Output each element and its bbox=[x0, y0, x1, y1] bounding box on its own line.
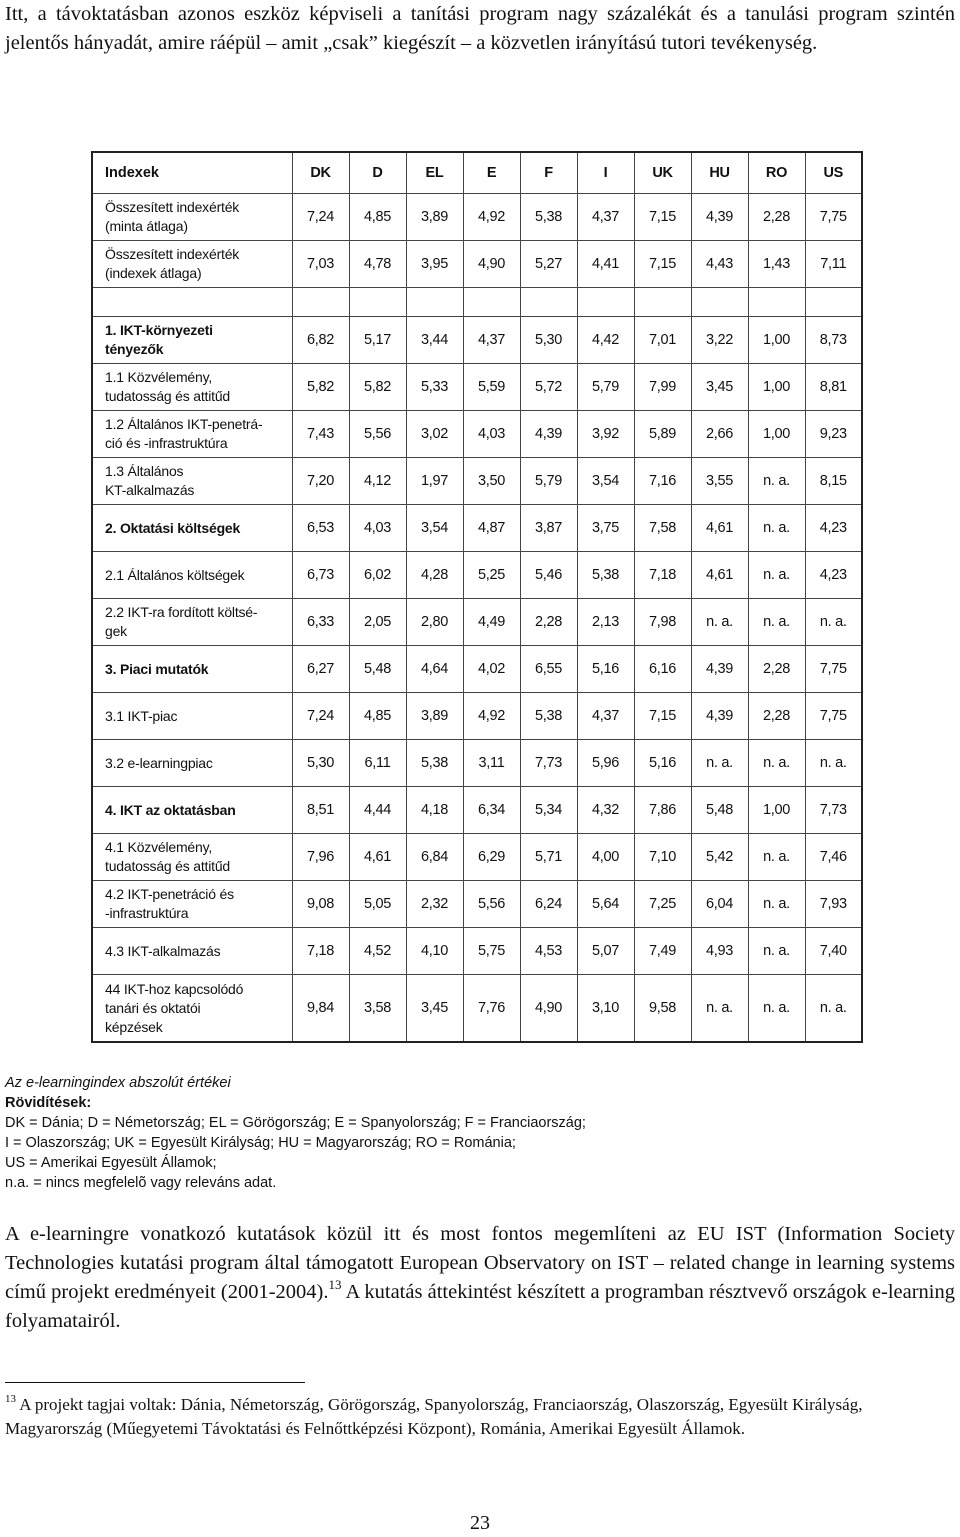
value-cell: 6,27 bbox=[292, 646, 349, 693]
table-row bbox=[92, 787, 862, 834]
value-cell: 7,15 bbox=[634, 693, 691, 740]
value-cell: 3,54 bbox=[406, 505, 463, 552]
elearning-index-table bbox=[91, 151, 863, 1043]
value-cell: 7,20 bbox=[292, 458, 349, 505]
spacer-cell bbox=[691, 288, 748, 317]
body-text-after: A kutatás áttekintést készített a programban résztvevő országok e-learning folyamatairól. bbox=[5, 1281, 955, 1332]
row-label bbox=[92, 599, 292, 646]
value-cell: 4,52 bbox=[349, 928, 406, 975]
value-cell: 7,75 bbox=[805, 646, 862, 693]
value-cell: n. a. bbox=[748, 458, 805, 505]
value-cell: 4,90 bbox=[463, 241, 520, 288]
value-cell: 9,23 bbox=[805, 411, 862, 458]
value-cell: 3,55 bbox=[691, 458, 748, 505]
spacer-cell bbox=[520, 288, 577, 317]
value-cell: 7,93 bbox=[805, 881, 862, 928]
value-cell: 5,16 bbox=[577, 646, 634, 693]
value-cell: 4,61 bbox=[349, 834, 406, 881]
spacer-cell bbox=[349, 288, 406, 317]
row-label bbox=[92, 552, 292, 599]
spacer-cell bbox=[463, 288, 520, 317]
value-cell: 7,75 bbox=[805, 693, 862, 740]
row-label-line: 4. IKT az oktatásban bbox=[105, 801, 236, 818]
value-cell: 6,34 bbox=[463, 787, 520, 834]
value-cell: 1,97 bbox=[406, 458, 463, 505]
value-cell: 5,82 bbox=[349, 364, 406, 411]
value-cell: 5,38 bbox=[577, 552, 634, 599]
value-cell: 4,02 bbox=[463, 646, 520, 693]
value-cell: 6,24 bbox=[520, 881, 577, 928]
value-cell: 4,92 bbox=[463, 194, 520, 241]
value-cell: 6,53 bbox=[292, 505, 349, 552]
value-cell: 6,55 bbox=[520, 646, 577, 693]
value-cell: n. a. bbox=[691, 975, 748, 1043]
row-label bbox=[92, 646, 292, 693]
value-cell: 4,12 bbox=[349, 458, 406, 505]
value-cell: 7,15 bbox=[634, 194, 691, 241]
value-cell: 1,00 bbox=[748, 364, 805, 411]
row-label-line: 44 IKT-hoz kapcsolódó bbox=[105, 980, 244, 997]
value-cell: 5,82 bbox=[292, 364, 349, 411]
row-label-line: 1.1 Közvélemény, bbox=[105, 369, 213, 385]
value-cell: 1,00 bbox=[748, 317, 805, 364]
value-cell: 4,03 bbox=[463, 411, 520, 458]
table-row bbox=[92, 317, 862, 364]
value-cell: 5,17 bbox=[349, 317, 406, 364]
table-row bbox=[92, 458, 862, 505]
value-cell: 2,80 bbox=[406, 599, 463, 646]
value-cell: 7,73 bbox=[805, 787, 862, 834]
value-cell: 1,00 bbox=[748, 411, 805, 458]
row-label-line: 1.3 Általános bbox=[105, 463, 184, 479]
abbreviation-line: DK = Dánia; D = Németország; EL = Görögország; E = Spanyolország; F = Franciaország; bbox=[5, 1115, 586, 1131]
value-cell: 8,15 bbox=[805, 458, 862, 505]
value-cell: n. a. bbox=[748, 928, 805, 975]
value-cell: 8,73 bbox=[805, 317, 862, 364]
row-label-line: 2.1 Általános költségek bbox=[105, 566, 245, 583]
value-cell: 6,02 bbox=[349, 552, 406, 599]
value-cell: 2,28 bbox=[748, 646, 805, 693]
value-cell: 4,42 bbox=[577, 317, 634, 364]
value-cell: 4,53 bbox=[520, 928, 577, 975]
value-cell: 2,05 bbox=[349, 599, 406, 646]
row-label-line: KT-alkalmazás bbox=[105, 482, 195, 498]
table-row bbox=[92, 194, 862, 241]
value-cell: 3,87 bbox=[520, 505, 577, 552]
body-paragraph bbox=[5, 1220, 955, 1336]
value-cell: 4,49 bbox=[463, 599, 520, 646]
row-label bbox=[92, 928, 292, 975]
value-cell: 7,75 bbox=[805, 194, 862, 241]
header-cell-el: EL bbox=[406, 152, 463, 194]
abbreviation-line: I = Olaszország; UK = Egyesült Királyság; HU = Magyarország; RO = Románia; bbox=[5, 1135, 516, 1151]
row-label bbox=[92, 364, 292, 411]
value-cell: n. a. bbox=[805, 740, 862, 787]
value-cell: 6,73 bbox=[292, 552, 349, 599]
header-cell-f: F bbox=[520, 152, 577, 194]
header-cell-i: I bbox=[577, 152, 634, 194]
value-cell: 5,05 bbox=[349, 881, 406, 928]
value-cell: 3,02 bbox=[406, 411, 463, 458]
value-cell: 3,92 bbox=[577, 411, 634, 458]
value-cell: n. a. bbox=[748, 740, 805, 787]
value-cell: 3,95 bbox=[406, 241, 463, 288]
value-cell: 4,85 bbox=[349, 693, 406, 740]
value-cell: 9,84 bbox=[292, 975, 349, 1043]
value-cell: 4,23 bbox=[805, 552, 862, 599]
row-label-line: (indexek átlaga) bbox=[105, 265, 202, 281]
value-cell: 6,33 bbox=[292, 599, 349, 646]
header-cell-e: E bbox=[463, 152, 520, 194]
value-cell: 7,01 bbox=[634, 317, 691, 364]
value-cell: 5,33 bbox=[406, 364, 463, 411]
value-cell: 4,32 bbox=[577, 787, 634, 834]
value-cell: 4,61 bbox=[691, 552, 748, 599]
row-label-line: tanári és oktatói bbox=[105, 999, 201, 1016]
value-cell: 7,99 bbox=[634, 364, 691, 411]
footnote-separator bbox=[5, 1382, 305, 1383]
value-cell: 4,28 bbox=[406, 552, 463, 599]
value-cell: 7,15 bbox=[634, 241, 691, 288]
value-cell: 2,28 bbox=[748, 194, 805, 241]
value-cell: 5,75 bbox=[463, 928, 520, 975]
value-cell: n. a. bbox=[748, 505, 805, 552]
header-cell-hu: HU bbox=[691, 152, 748, 194]
value-cell: 4,10 bbox=[406, 928, 463, 975]
value-cell: 1,43 bbox=[748, 241, 805, 288]
table-row bbox=[92, 646, 862, 693]
value-cell: 5,25 bbox=[463, 552, 520, 599]
caption-title: Az e-learningindex abszolút értékei bbox=[5, 1075, 231, 1091]
spacer-cell bbox=[577, 288, 634, 317]
row-label-line: gek bbox=[105, 623, 127, 639]
row-label bbox=[92, 505, 292, 552]
row-label-line: tényezők bbox=[105, 341, 164, 357]
value-cell: 5,48 bbox=[691, 787, 748, 834]
value-cell: 2,28 bbox=[748, 693, 805, 740]
value-cell: 4,23 bbox=[805, 505, 862, 552]
value-cell: 3,45 bbox=[406, 975, 463, 1043]
value-cell: 4,78 bbox=[349, 241, 406, 288]
value-cell: 7,18 bbox=[634, 552, 691, 599]
value-cell: 7,46 bbox=[805, 834, 862, 881]
row-label bbox=[92, 740, 292, 787]
value-cell: 7,24 bbox=[292, 693, 349, 740]
value-cell: 3,44 bbox=[406, 317, 463, 364]
value-cell: 7,76 bbox=[463, 975, 520, 1043]
value-cell: 7,03 bbox=[292, 241, 349, 288]
value-cell: 9,58 bbox=[634, 975, 691, 1043]
value-cell: 4,92 bbox=[463, 693, 520, 740]
value-cell: 5,34 bbox=[520, 787, 577, 834]
value-cell: 3,89 bbox=[406, 693, 463, 740]
row-label-line: (minta átlaga) bbox=[105, 218, 188, 234]
abbreviation-line: n.a. = nincs megfelelõ vagy releváns adat. bbox=[5, 1175, 277, 1191]
value-cell: 5,79 bbox=[520, 458, 577, 505]
body-text-before: A e-learningre vonatkozó kutatások közül itt és most fontos megemlíteni az EU IST (Information Society Technologies kutatási program által támogatott European Observatory on IST – related change in learning systems című projekt eredményeit (2001-2004). bbox=[5, 1223, 955, 1303]
value-cell: 5,42 bbox=[691, 834, 748, 881]
table-row bbox=[92, 928, 862, 975]
value-cell: n. a. bbox=[748, 975, 805, 1043]
table-row bbox=[92, 552, 862, 599]
value-cell: n. a. bbox=[748, 834, 805, 881]
row-label-line: képzések bbox=[105, 1018, 163, 1035]
value-cell: 4,85 bbox=[349, 194, 406, 241]
value-cell: 7,58 bbox=[634, 505, 691, 552]
value-cell: 2,28 bbox=[520, 599, 577, 646]
value-cell: n. a. bbox=[748, 599, 805, 646]
value-cell: 4,39 bbox=[691, 194, 748, 241]
value-cell: 3,50 bbox=[463, 458, 520, 505]
value-cell: 3,54 bbox=[577, 458, 634, 505]
value-cell: 7,86 bbox=[634, 787, 691, 834]
value-cell: 4,61 bbox=[691, 505, 748, 552]
value-cell: 7,18 bbox=[292, 928, 349, 975]
header-cell-uk: UK bbox=[634, 152, 691, 194]
value-cell: 5,16 bbox=[634, 740, 691, 787]
row-label-line: 2. Oktatási költségek bbox=[105, 519, 241, 536]
row-label-line: -infrastruktúra bbox=[105, 905, 189, 921]
row-label-line: Összesített indexérték bbox=[105, 199, 240, 215]
row-label-line: 3.1 IKT-piac bbox=[105, 707, 178, 724]
value-cell: 7,49 bbox=[634, 928, 691, 975]
value-cell: 7,16 bbox=[634, 458, 691, 505]
value-cell: 5,96 bbox=[577, 740, 634, 787]
header-cell-d: D bbox=[349, 152, 406, 194]
row-label bbox=[92, 458, 292, 505]
value-cell: 7,96 bbox=[292, 834, 349, 881]
value-cell: 3,45 bbox=[691, 364, 748, 411]
value-cell: 4,39 bbox=[520, 411, 577, 458]
footnote-text: A projekt tagjai voltak: Dánia, Németország, Görögország, Spanyolország, Franciaország, Olaszország, Egyesült Királyság, Magyarország (Műegyetemi Távoktatási és Felnőttképzési Központ), Románia, Amerikai Egyesült Államok. bbox=[5, 1395, 863, 1438]
row-label-line: 4.1 Közvélemény, bbox=[105, 839, 213, 855]
value-cell: 5,30 bbox=[520, 317, 577, 364]
row-label bbox=[92, 693, 292, 740]
value-cell: 3,89 bbox=[406, 194, 463, 241]
row-label-line: 4.2 IKT-penetráció és bbox=[105, 886, 234, 902]
row-label bbox=[92, 194, 292, 241]
row-label-line: Összesített indexérték bbox=[105, 246, 240, 262]
value-cell: 3,11 bbox=[463, 740, 520, 787]
value-cell: 1,00 bbox=[748, 787, 805, 834]
value-cell: n. a. bbox=[805, 975, 862, 1043]
value-cell: 5,56 bbox=[463, 881, 520, 928]
value-cell: 7,43 bbox=[292, 411, 349, 458]
row-label-line: 1. IKT-környezeti bbox=[105, 322, 213, 338]
row-label-line: 4.3 IKT-alkalmazás bbox=[105, 942, 221, 959]
row-label bbox=[92, 834, 292, 881]
row-label-line: 1.2 Általános IKT-penetrá- bbox=[105, 416, 263, 432]
value-cell: 5,38 bbox=[520, 693, 577, 740]
table-row bbox=[92, 599, 862, 646]
value-cell: 4,39 bbox=[691, 646, 748, 693]
value-cell: 4,90 bbox=[520, 975, 577, 1043]
value-cell: 7,10 bbox=[634, 834, 691, 881]
value-cell: 5,59 bbox=[463, 364, 520, 411]
value-cell: 4,18 bbox=[406, 787, 463, 834]
index-table-figure bbox=[91, 151, 863, 1033]
value-cell: 5,46 bbox=[520, 552, 577, 599]
value-cell: 5,38 bbox=[520, 194, 577, 241]
value-cell: 3,10 bbox=[577, 975, 634, 1043]
value-cell: 4,37 bbox=[577, 194, 634, 241]
value-cell: 7,73 bbox=[520, 740, 577, 787]
value-cell: 2,66 bbox=[691, 411, 748, 458]
value-cell: 3,75 bbox=[577, 505, 634, 552]
table-row bbox=[92, 411, 862, 458]
table-caption bbox=[5, 1073, 705, 1193]
row-label-line: tudatosság és attitűd bbox=[105, 858, 230, 874]
value-cell: 7,40 bbox=[805, 928, 862, 975]
value-cell: 6,04 bbox=[691, 881, 748, 928]
row-label-line: 2.2 IKT-ra fordított költsé- bbox=[105, 604, 258, 620]
value-cell: 5,56 bbox=[349, 411, 406, 458]
spacer-cell bbox=[634, 288, 691, 317]
header-cell-ro: RO bbox=[748, 152, 805, 194]
value-cell: 5,07 bbox=[577, 928, 634, 975]
table-row bbox=[92, 740, 862, 787]
value-cell: 5,48 bbox=[349, 646, 406, 693]
spacer-cell bbox=[92, 288, 292, 317]
header-cell-indexek: Indexek bbox=[92, 152, 292, 194]
value-cell: n. a. bbox=[748, 881, 805, 928]
value-cell: 5,79 bbox=[577, 364, 634, 411]
row-label-line: tudatosság és attitűd bbox=[105, 388, 230, 404]
value-cell: 4,64 bbox=[406, 646, 463, 693]
value-cell: n. a. bbox=[691, 599, 748, 646]
value-cell: n. a. bbox=[748, 552, 805, 599]
value-cell: 4,03 bbox=[349, 505, 406, 552]
footnote-reference: 13 bbox=[328, 1277, 342, 1292]
row-label bbox=[92, 411, 292, 458]
row-label bbox=[92, 881, 292, 928]
value-cell: 4,87 bbox=[463, 505, 520, 552]
value-cell: 2,13 bbox=[577, 599, 634, 646]
table-row bbox=[92, 834, 862, 881]
value-cell: 3,58 bbox=[349, 975, 406, 1043]
value-cell: 6,16 bbox=[634, 646, 691, 693]
table-header-row bbox=[92, 152, 862, 194]
value-cell: 4,41 bbox=[577, 241, 634, 288]
value-cell: 5,72 bbox=[520, 364, 577, 411]
value-cell: n. a. bbox=[805, 599, 862, 646]
intro-paragraph bbox=[5, 0, 955, 58]
value-cell: 4,43 bbox=[691, 241, 748, 288]
abbreviations-heading: Rövidítések: bbox=[5, 1095, 92, 1111]
row-label-line: 3. Piaci mutatók bbox=[105, 660, 209, 677]
page-number: 23 bbox=[470, 1512, 490, 1534]
value-cell: 5,38 bbox=[406, 740, 463, 787]
row-label-line: ció és -infrastruktúra bbox=[105, 435, 228, 451]
value-cell: 6,11 bbox=[349, 740, 406, 787]
value-cell: 7,25 bbox=[634, 881, 691, 928]
value-cell: 4,93 bbox=[691, 928, 748, 975]
intro-text: Itt, a távoktatásban azonos eszköz képviseli a tanítási program nagy százalékát és a tanulási program szintén jelentős hányadát, amire ráépül – amit „csak” kiegészít – a közvetlen irányítású tutori tevékenység. bbox=[5, 3, 955, 54]
header-cell-us: US bbox=[805, 152, 862, 194]
value-cell: 5,71 bbox=[520, 834, 577, 881]
value-cell: 6,84 bbox=[406, 834, 463, 881]
value-cell: 4,37 bbox=[463, 317, 520, 364]
value-cell: 7,11 bbox=[805, 241, 862, 288]
table-row bbox=[92, 505, 862, 552]
value-cell: 4,37 bbox=[577, 693, 634, 740]
header-cell-dk: DK bbox=[292, 152, 349, 194]
row-label bbox=[92, 787, 292, 834]
footnote bbox=[5, 1393, 955, 1441]
value-cell: 2,32 bbox=[406, 881, 463, 928]
spacer-cell bbox=[748, 288, 805, 317]
value-cell: 7,98 bbox=[634, 599, 691, 646]
value-cell: 6,82 bbox=[292, 317, 349, 364]
row-label bbox=[92, 975, 292, 1043]
value-cell: n. a. bbox=[691, 740, 748, 787]
value-cell: 4,00 bbox=[577, 834, 634, 881]
value-cell: 4,44 bbox=[349, 787, 406, 834]
value-cell: 4,39 bbox=[691, 693, 748, 740]
row-label-line: 3.2 e-learningpiac bbox=[105, 754, 213, 771]
value-cell: 8,51 bbox=[292, 787, 349, 834]
value-cell: 3,22 bbox=[691, 317, 748, 364]
spacer-cell bbox=[406, 288, 463, 317]
table-row bbox=[92, 241, 862, 288]
table-row bbox=[92, 364, 862, 411]
spacer-cell bbox=[292, 288, 349, 317]
row-label bbox=[92, 241, 292, 288]
value-cell: 7,24 bbox=[292, 194, 349, 241]
spacer-cell bbox=[805, 288, 862, 317]
abbreviation-line: US = Amerikai Egyesült Államok; bbox=[5, 1155, 217, 1171]
value-cell: 6,29 bbox=[463, 834, 520, 881]
table-row bbox=[92, 881, 862, 928]
table-row bbox=[92, 975, 862, 1043]
footnote-number: 13 bbox=[5, 1393, 16, 1405]
row-label bbox=[92, 317, 292, 364]
value-cell: 8,81 bbox=[805, 364, 862, 411]
table-row bbox=[92, 693, 862, 740]
value-cell: 5,89 bbox=[634, 411, 691, 458]
value-cell: 9,08 bbox=[292, 881, 349, 928]
value-cell: 5,27 bbox=[520, 241, 577, 288]
value-cell: 5,64 bbox=[577, 881, 634, 928]
value-cell: 5,30 bbox=[292, 740, 349, 787]
table-spacer-row bbox=[92, 288, 862, 317]
